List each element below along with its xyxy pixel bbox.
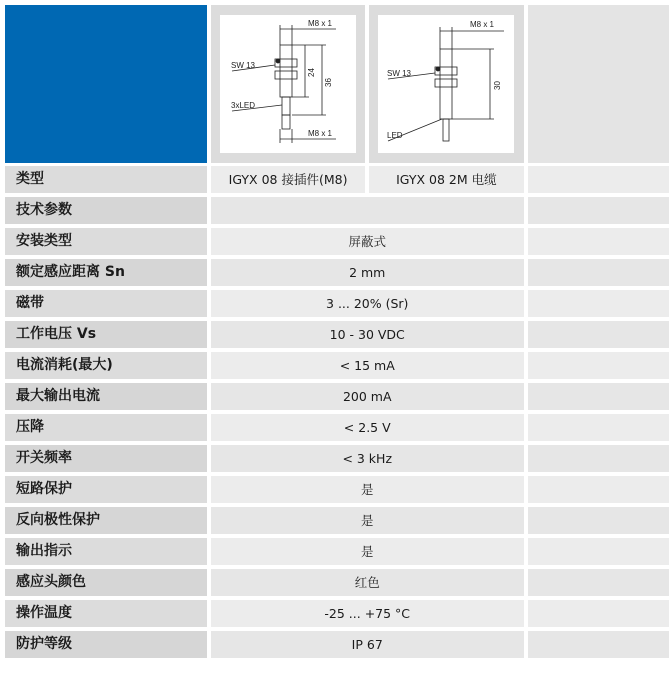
empty-cell [528, 569, 669, 596]
spec-row-sensing-distance [5, 259, 669, 286]
empty-cell [528, 507, 669, 534]
row-value: < 15 mA [211, 352, 524, 379]
drawing1-dim-a: 24 [307, 68, 316, 77]
drawing1-dim-b: 36 [324, 78, 333, 87]
spec-row-hysteresis [5, 290, 669, 317]
row-label: 压降 [5, 414, 207, 441]
spec-row-mounting [5, 228, 669, 255]
row-value: 2 mm [211, 259, 524, 286]
header-row [5, 5, 669, 163]
spec-row-reverse-polarity [5, 507, 669, 534]
row-label: 安装类型 [5, 228, 207, 255]
connector-variant-drawing-cell [211, 5, 365, 163]
drawing1-wrench-size: SW 13 [231, 61, 256, 70]
row-label: 输出指示 [5, 538, 207, 565]
drawing1-thread-bottom: M8 x 1 [308, 129, 333, 138]
brand-block [5, 5, 207, 163]
spec-row-output-indicator [5, 538, 669, 565]
row-label: 开关频率 [5, 445, 207, 472]
spec-row-voltage-drop [5, 414, 669, 441]
row-label: 感应头颜色 [5, 569, 207, 596]
spec-row-technical-params [5, 197, 669, 224]
row-label: 防护等级 [5, 631, 207, 658]
drawing2-led-label: LED [387, 131, 403, 140]
spec-row-short-circuit [5, 476, 669, 503]
empty-cell [528, 290, 669, 317]
drawing1-thread-top: M8 x 1 [308, 19, 333, 28]
row-value: 是 [211, 507, 524, 534]
empty-cell [528, 259, 669, 286]
drawing2-thread-top: M8 x 1 [470, 20, 495, 29]
spec-row-voltage [5, 321, 669, 348]
empty-cell [528, 476, 669, 503]
spec-row-head-color [5, 569, 669, 596]
row-value: 红色 [211, 569, 524, 596]
drawing2-wrench-size: SW 13 [387, 69, 412, 78]
empty-cell [528, 197, 669, 224]
cable-variant-drawing [378, 15, 514, 153]
row-value: < 3 kHz [211, 445, 524, 472]
spec-row-switching-frequency [5, 445, 669, 472]
connector-variant-drawing [220, 15, 356, 153]
row-label: 额定感应距离 Sn [5, 259, 207, 286]
row-value: 屏蔽式 [211, 228, 524, 255]
row-label: 磁带 [5, 290, 207, 317]
row-value: 是 [211, 538, 524, 565]
spec-row-protection-class [5, 631, 669, 658]
row-label: 操作温度 [5, 600, 207, 627]
spec-row-current-consumption [5, 352, 669, 379]
row-value [211, 197, 524, 224]
empty-header-cell [528, 5, 669, 163]
empty-cell [528, 352, 669, 379]
empty-cell [528, 445, 669, 472]
cable-variant-drawing-cell [369, 5, 523, 163]
empty-cell [528, 600, 669, 627]
row-value: 200 mA [211, 383, 524, 410]
spec-row-operating-temperature [5, 600, 669, 627]
empty-cell [528, 166, 669, 193]
row-label: 短路保护 [5, 476, 207, 503]
drawing1-led-label: 3xLED [231, 101, 256, 110]
row-value: 是 [211, 476, 524, 503]
row-label: 工作电压 Vs [5, 321, 207, 348]
type-connector-value: IGYX 08 接插件(M8) [211, 166, 365, 193]
row-label: 技术参数 [5, 197, 207, 224]
drawing2-dim: 30 [493, 81, 503, 90]
row-value: < 2.5 V [211, 414, 524, 441]
empty-cell [528, 383, 669, 410]
empty-cell [528, 321, 669, 348]
row-value: IP 67 [211, 631, 524, 658]
type-cable-value: IGYX 08 2M 电缆 [369, 166, 523, 193]
row-label: 反向极性保护 [5, 507, 207, 534]
row-label: 最大输出电流 [5, 383, 207, 410]
row-value: -25 ... +75 °C [211, 600, 524, 627]
row-value: 3 ... 20% (Sr) [211, 290, 524, 317]
row-label: 类型 [5, 166, 207, 193]
empty-cell [528, 228, 669, 255]
empty-cell [528, 538, 669, 565]
empty-cell [528, 631, 669, 658]
row-label: 电流消耗(最大) [5, 352, 207, 379]
row-value: 10 - 30 VDC [211, 321, 524, 348]
spec-row-type [5, 166, 669, 193]
spec-row-output-current [5, 383, 669, 410]
empty-cell [528, 414, 669, 441]
spec-table [5, 5, 669, 658]
